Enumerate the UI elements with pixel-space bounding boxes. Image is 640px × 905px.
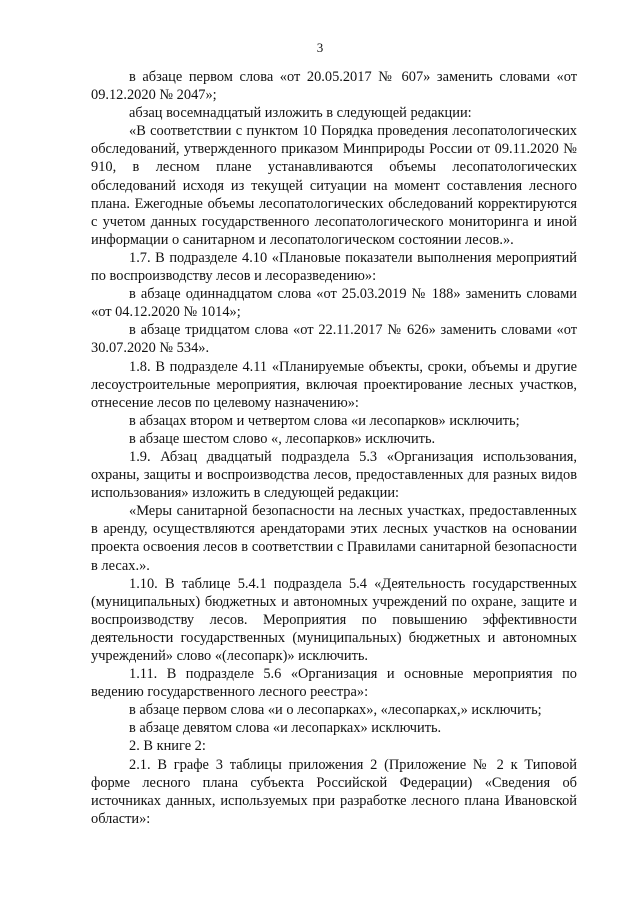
paragraph-3: «В соответствии с пунктом 10 Порядка проведения лесопатологических обследований, утвержденного приказом Минприроды России от 09.11.2020 № 910, в лесном плане устанавливаются объемы лесопатологических обследований исходя из текущей ситуации на момент составления лесного плана. Ежегодные объемы лесопатологических обследований корректируются с учетом данных государственного лесопатологического мониторинга и иной информации о санитарном и лесопатологическом состоянии лесов.».: [91, 123, 577, 248]
paragraph-5: в абзаце одиннадцатом слова «от 25.03.2019 № 188» заменить словами «от 04.12.2020 № 1014»;: [91, 286, 577, 321]
document-body: [91, 68, 577, 828]
paragraph-4: 1.7. В подразделе 4.10 «Плановые показатели выполнения мероприятий по воспроизводству лесов и лесоразведению»:: [91, 249, 577, 285]
paragraph-17: 2.1. В графе 3 таблицы приложения 2 (Приложение № 2 к Типовой форме лесного плана субъекта Российской Федерации) «Сведения об источниках данных, используемых при разработке лесного плана Ивановской области»:: [91, 756, 577, 827]
paragraph-11: «Меры санитарной безопасности на лесных участках, предоставленных в аренду, осуществляются арендаторами этих лесных участков на основании проекта освоения лесов в соответствии с Правилами санитарной безопасности в лесах.».: [91, 503, 577, 574]
paragraph-15: в абзаце девятом слова «и лесопарках» исключить.: [129, 720, 442, 737]
paragraph-2: абзац восемнадцатый изложить в следующей редакции:: [129, 105, 472, 122]
page-number: 3: [316, 40, 324, 55]
paragraph-8: в абзацах втором и четвертом слова «и лесопарков» исключить;: [129, 412, 520, 429]
paragraph-16: 2. В книге 2:: [129, 738, 206, 755]
paragraph-7: 1.8. В подразделе 4.11 «Планируемые объекты, сроки, объемы и другие лесоустроительные мероприятия, включая проектирование лесных участков, отнесение лесов по целевому назначению»:: [91, 358, 577, 411]
paragraph-9: в абзаце шестом слово «, лесопарков» исключить.: [129, 430, 436, 447]
paragraph-1: в абзаце первом слова «от 20.05.2017 № 607» заменить словами «от 09.12.2020 № 2047»;: [91, 69, 577, 104]
paragraph-12: 1.10. В таблице 5.4.1 подраздела 5.4 «Деятельность государственных (муниципальных) бюджетных и автономных учреждений по охране, защите и воспроизводству лесов. Мероприятия по повышению эффективности деятельности государственных (муниципальных) бюджетных и автономных учреждений» слово «(лесопарк)» исключить.: [91, 575, 577, 664]
paragraph-14: в абзаце первом слова «и о лесопарках», «лесопарках,» исключить;: [129, 702, 542, 719]
paragraph-13: 1.11. В подразделе 5.6 «Организация и основные мероприятия по ведению государственного лесного реестра»:: [91, 666, 577, 701]
paragraph-10: 1.9. Абзац двадцатый подраздела 5.3 «Организация использования, охраны, защиты и воспроизводства лесов, предоставленных для разных видов использования» изложить в следующей редакции:: [91, 448, 577, 502]
paragraph-6: в абзаце тридцатом слова «от 22.11.2017 № 626» заменить словами «от 30.07.2020 № 534».: [91, 322, 577, 357]
